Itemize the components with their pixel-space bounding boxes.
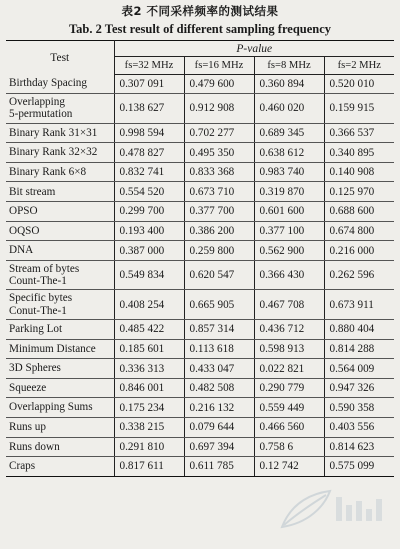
pvalue-cell: 0.688 600 <box>324 202 394 222</box>
table-row <box>6 241 394 261</box>
test-name-cell <box>6 359 114 379</box>
test-name-cell <box>6 418 114 438</box>
pvalue-cell: 0.175 234 <box>114 398 184 418</box>
pvalue-cell: 0.467 708 <box>254 290 324 320</box>
pvalue-cell: 0.674 800 <box>324 221 394 241</box>
pvalue-cell: 0.138 627 <box>114 94 184 124</box>
pvalue-cell: 0.814 623 <box>324 437 394 457</box>
pvalue-cell: 0.520 010 <box>324 74 394 94</box>
test-name-line: Bit stream <box>9 185 56 198</box>
pvalue-cell: 0.460 020 <box>254 94 324 124</box>
table-caption-english: Tab. 2 Test result of different sampling frequency <box>68 22 332 36</box>
pvalue-cell: 0.620 547 <box>184 260 254 290</box>
pvalue-cell: 0.947 326 <box>324 378 394 398</box>
table-row <box>6 359 394 379</box>
table-caption-chinese: 表2 不同采样频率的测试结果 <box>121 4 279 18</box>
table-row <box>6 457 394 477</box>
table-row <box>6 378 394 398</box>
pvalue-cell: 0.697 394 <box>184 437 254 457</box>
test-name-line: Binary Rank 31×31 <box>9 126 98 139</box>
pvalue-cell: 0.673 710 <box>184 182 254 202</box>
pvalue-cell: 0.832 741 <box>114 162 184 182</box>
test-name-cell <box>6 437 114 457</box>
pvalue-cell: 0.673 911 <box>324 290 394 320</box>
pvalue-cell: 0.408 254 <box>114 290 184 320</box>
pvalue-cell: 0.466 560 <box>254 418 324 438</box>
table-row <box>6 290 394 320</box>
pvalue-cell: 0.387 000 <box>114 241 184 261</box>
frequency-header-2: fs=16 MHz <box>184 57 254 74</box>
pvalue-cell: 0.817 611 <box>114 457 184 477</box>
test-name-cell <box>6 162 114 182</box>
pvalue-cell: 0.638 612 <box>254 143 324 163</box>
pvalue-cell: 0.554 520 <box>114 182 184 202</box>
test-name-line: Binary Rank 32×32 <box>9 146 98 159</box>
pvalue-cell: 0.562 900 <box>254 241 324 261</box>
pvalue-cell: 0.564 009 <box>324 359 394 379</box>
pvalue-cell: 0.340 895 <box>324 143 394 163</box>
pvalue-cell: 0.436 712 <box>254 320 324 340</box>
test-name-line: Overlapping Sums <box>9 401 93 414</box>
test-name-cell <box>6 221 114 241</box>
pvalue-header: P-value <box>114 41 394 57</box>
pvalue-cell: 0.983 740 <box>254 162 324 182</box>
pvalue-cell: 0.299 700 <box>114 202 184 222</box>
test-name-line: OPSO <box>9 205 38 218</box>
pvalue-cell: 0.689 345 <box>254 123 324 143</box>
table-row <box>6 162 394 182</box>
pvalue-cell: 0.433 047 <box>184 359 254 379</box>
pvalue-cell: 0.366 537 <box>324 123 394 143</box>
pvalue-cell: 0.758 6 <box>254 437 324 457</box>
test-name-line: Parking Lot <box>9 323 63 336</box>
pvalue-cell: 0.702 277 <box>184 123 254 143</box>
table-row <box>6 143 394 163</box>
table-row <box>6 221 394 241</box>
test-name-line: 5-permutation <box>9 108 73 121</box>
test-name-cell <box>6 398 114 418</box>
table-row <box>6 437 394 457</box>
pvalue-cell: 0.386 200 <box>184 221 254 241</box>
pvalue-cell: 0.360 894 <box>254 74 324 94</box>
test-name-line: Count-The-1 <box>9 275 67 288</box>
table-row <box>6 320 394 340</box>
pvalue-cell: 0.485 422 <box>114 320 184 340</box>
pvalue-cell: 0.403 556 <box>324 418 394 438</box>
pvalue-cell: 0.259 800 <box>184 241 254 261</box>
test-name-line: Overlapping <box>9 95 65 108</box>
test-name-line: Binary Rank 6×8 <box>9 165 87 178</box>
test-name-cell <box>6 74 114 94</box>
test-name-cell <box>6 457 114 477</box>
table-row <box>6 123 394 143</box>
leaf-logo-icon <box>272 483 392 535</box>
pvalue-cell: 0.185 601 <box>114 339 184 359</box>
test-name-cell <box>6 378 114 398</box>
test-name-line: Runs up <box>9 421 46 434</box>
pvalue-cell: 0.857 314 <box>184 320 254 340</box>
pvalue-cell: 0.998 594 <box>114 123 184 143</box>
pvalue-cell: 0.880 404 <box>324 320 394 340</box>
pvalue-cell: 0.262 596 <box>324 260 394 290</box>
pvalue-cell: 0.159 915 <box>324 94 394 124</box>
pvalue-cell: 0.307 091 <box>114 74 184 94</box>
pvalue-cell: 0.336 313 <box>114 359 184 379</box>
test-name-cell <box>6 339 114 359</box>
pvalue-cell: 0.814 288 <box>324 339 394 359</box>
results-table <box>6 40 394 477</box>
test-name-cell <box>6 260 114 290</box>
test-name-cell <box>6 182 114 202</box>
pvalue-cell: 0.113 618 <box>184 339 254 359</box>
test-name-line: Runs down <box>9 440 60 453</box>
pvalue-cell: 0.846 001 <box>114 378 184 398</box>
test-name-cell <box>6 202 114 222</box>
pvalue-cell: 0.216 132 <box>184 398 254 418</box>
test-name-line: Squeeze <box>9 381 47 394</box>
frequency-header-4: fs=2 MHz <box>324 57 394 74</box>
test-name-line: Specific bytes <box>9 292 73 305</box>
test-name-cell <box>6 320 114 340</box>
pvalue-cell: 0.319 870 <box>254 182 324 202</box>
pvalue-cell: 0.912 908 <box>184 94 254 124</box>
pvalue-cell: 0.377 100 <box>254 221 324 241</box>
test-name-cell <box>6 94 114 124</box>
pvalue-cell: 0.12 742 <box>254 457 324 477</box>
test-name-line: Craps <box>9 460 36 473</box>
test-name-cell <box>6 123 114 143</box>
test-name-line: Minimum Distance <box>9 342 96 355</box>
table-row <box>6 74 394 94</box>
pvalue-cell: 0.833 368 <box>184 162 254 182</box>
test-name-line: 3D Spheres <box>9 362 61 375</box>
pvalue-cell: 0.338 215 <box>114 418 184 438</box>
pvalue-cell: 0.193 400 <box>114 221 184 241</box>
pvalue-cell: 0.479 600 <box>184 74 254 94</box>
pvalue-cell: 0.559 449 <box>254 398 324 418</box>
test-name-line: Conut-The-1 <box>9 304 67 317</box>
test-name-line: OQSO <box>9 224 40 237</box>
frequency-header-3: fs=8 MHz <box>254 57 324 74</box>
test-name-cell <box>6 290 114 320</box>
pvalue-cell: 0.665 905 <box>184 290 254 320</box>
table-row <box>6 339 394 359</box>
pvalue-cell: 0.598 913 <box>254 339 324 359</box>
pvalue-cell: 0.079 644 <box>184 418 254 438</box>
test-name-line: Birthday Spacing <box>9 77 87 90</box>
pvalue-cell: 0.216 000 <box>324 241 394 261</box>
pvalue-cell: 0.377 700 <box>184 202 254 222</box>
pvalue-cell: 0.478 827 <box>114 143 184 163</box>
pvalue-cell: 0.601 600 <box>254 202 324 222</box>
pvalue-cell: 0.495 350 <box>184 143 254 163</box>
pvalue-cell: 0.366 430 <box>254 260 324 290</box>
pvalue-cell: 0.022 821 <box>254 359 324 379</box>
pvalue-cell: 0.140 908 <box>324 162 394 182</box>
test-name-line: Stream of bytes <box>9 262 80 275</box>
pvalue-cell: 0.125 970 <box>324 182 394 202</box>
pvalue-cell: 0.575 099 <box>324 457 394 477</box>
table-row <box>6 94 394 124</box>
pvalue-cell: 0.482 508 <box>184 378 254 398</box>
table-row <box>6 202 394 222</box>
pvalue-cell: 0.549 834 <box>114 260 184 290</box>
pvalue-cell: 0.290 779 <box>254 378 324 398</box>
table-row <box>6 182 394 202</box>
pvalue-cell: 0.291 810 <box>114 437 184 457</box>
test-name-cell <box>6 241 114 261</box>
pvalue-cell: 0.611 785 <box>184 457 254 477</box>
table-body <box>6 74 394 476</box>
frequency-header-1: fs=32 MHz <box>114 57 184 74</box>
test-column-header: Test <box>6 41 114 75</box>
table-row <box>6 398 394 418</box>
test-name-line: DNA <box>9 244 34 257</box>
test-name-cell <box>6 143 114 163</box>
pvalue-cell: 0.590 358 <box>324 398 394 418</box>
table-row <box>6 418 394 438</box>
table-row <box>6 260 394 290</box>
